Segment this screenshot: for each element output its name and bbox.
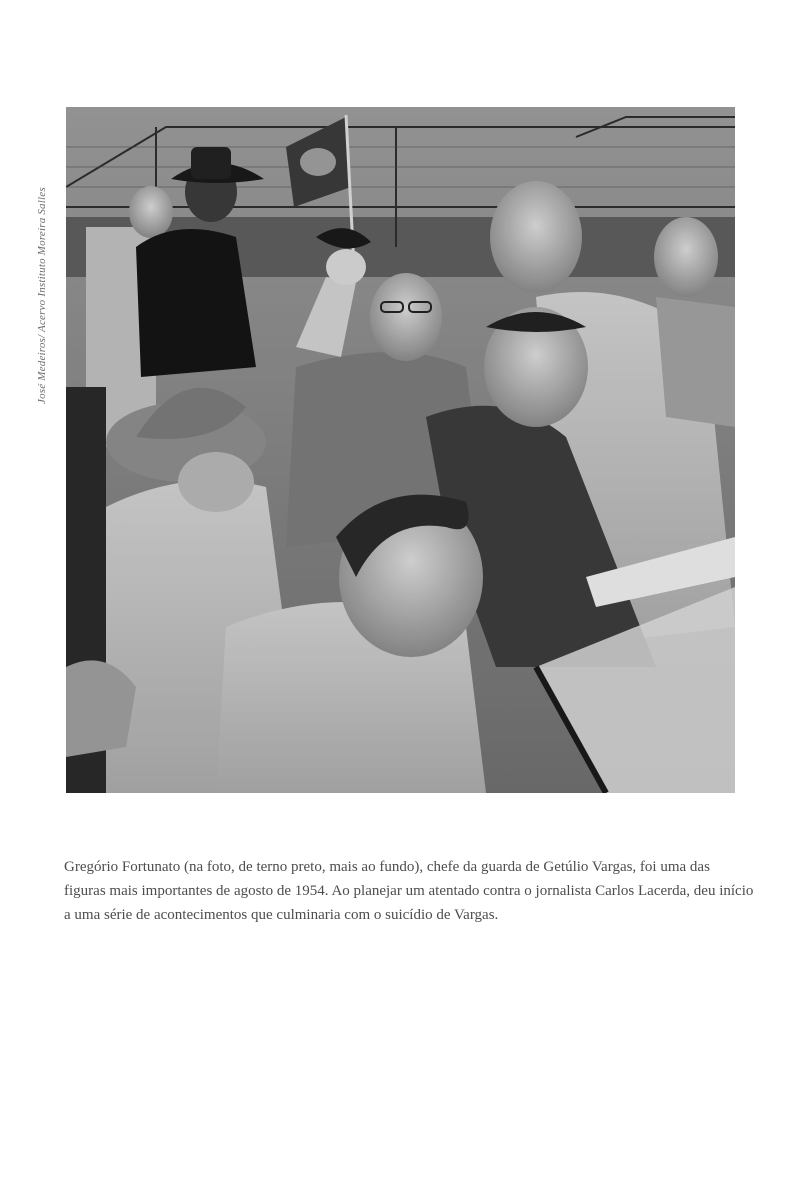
photo-caption: Gregório Fortunato (na foto, de terno preto, mais ao fundo), chefe da guarda de Getúlio Vargas, foi uma das figuras mais importantes de agosto de 1954. Ao planejar um atentado contra o jornalista Carlos Lacerda, deu início a uma série de acontecimentos que culminaria com o suicídio de Vargas. [64,859,754,923]
photo-credit-text: José Medeiros/ Acervo Instituto Moreira Salles [36,187,48,404]
historical-photograph [66,107,735,793]
photo-credit [36,104,56,404]
photograph-illustration [66,107,735,793]
